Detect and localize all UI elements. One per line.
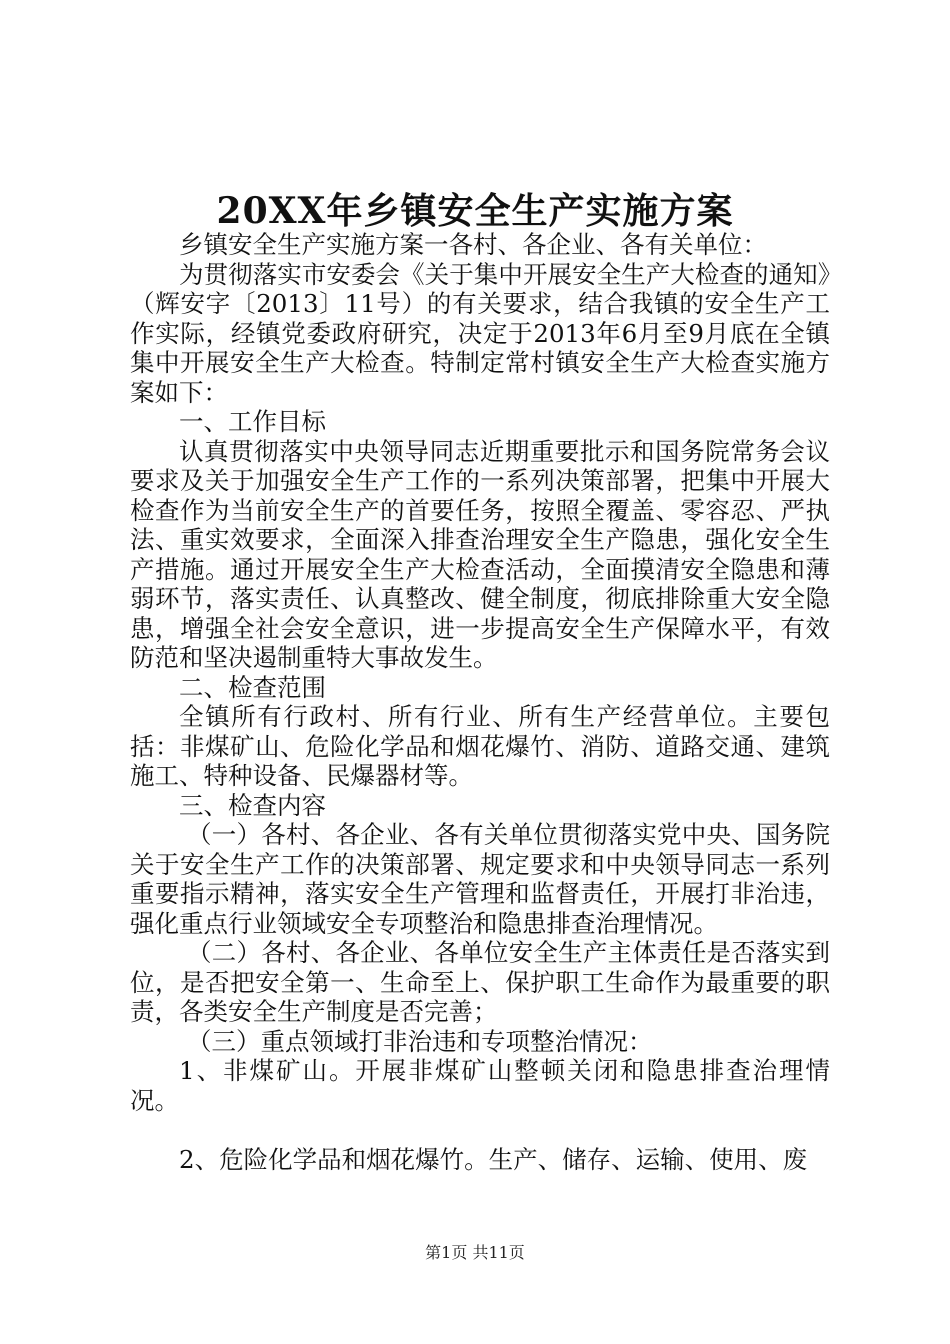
document-body [130, 230, 830, 1175]
heading-content: 三、检查内容 [179, 790, 326, 820]
paragraph-scope: 全镇所有行政村、所有行业、所有生产经营单位。主要包括：非煤矿山、危险化学品和烟花爆竹、消防、道路交通、建筑施工、特种设备、民爆器材等。 [130, 702, 830, 790]
paragraph-content-2: （二）各村、各企业、各单位安全生产主体责任是否落实到位，是否把安全第一、生命至上、保护职工生命作为最重要的职责，各类安全生产制度是否完善； [130, 938, 830, 1026]
paragraph-content-3: （三）重点领域打非治违和专项整治情况： [187, 1026, 653, 1056]
page-footer: 第1页 共11页 [425, 1243, 525, 1262]
paragraph-intro: 为贯彻落实市安委会《关于集中开展安全生产大检查的通知》（辉安字〔2013〕11号）的有关要求，结合我镇的安全生产工作实际，经镇党委政府研究，决定于2013年6月至9月底在全镇集中开展安全生产大检查。特制定常村镇安全生产大检查实施方案如下： [130, 259, 830, 407]
heading-scope: 二、检查范围 [179, 672, 326, 702]
heading-work-goal: 一、工作目标 [179, 407, 326, 436]
paragraph-gap [130, 1115, 830, 1145]
paragraph-item-1: 1、非煤矿山。开展非煤矿山整顿关闭和隐患排查治理情况。 [130, 1056, 830, 1115]
paragraph-salutation: 乡镇安全生产实施方案一各村、各企业、各有关单位： [179, 230, 767, 259]
paragraph-item-2: 2、危险化学品和烟花爆竹。生产、储存、运输、使用、废 [179, 1145, 808, 1174]
paragraph-content-1: （一）各村、各企业、各有关单位贯彻落实党中央、国务院关于安全生产工作的决策部署、规定要求和中央领导同志一系列重要指示精神，落实安全生产管理和监督责任，开展打非治违，强化重点行业领域安全专项整治和隐患排查治理情况。 [130, 820, 830, 938]
document-title: 20XX年乡镇安全生产实施方案 [216, 190, 734, 232]
paragraph-work-goal: 认真贯彻落实中央领导同志近期重要批示和国务院常务会议要求及关于加强安全生产工作的一系列决策部署，把集中开展大检查作为当前安全生产的首要任务，按照全覆盖、零容忍、严执法、重实效要求，全面深入排查治理安全生产隐患，强化安全生产措施。通过开展安全生产大检查活动，全面摸清安全隐患和薄弱环节，落实责任、认真整改、健全制度，彻底排除重大安全隐患，增强全社会安全意识，进一步提高安全生产保障水平，有效防范和坚决遏制重特大事故发生。 [130, 436, 830, 672]
